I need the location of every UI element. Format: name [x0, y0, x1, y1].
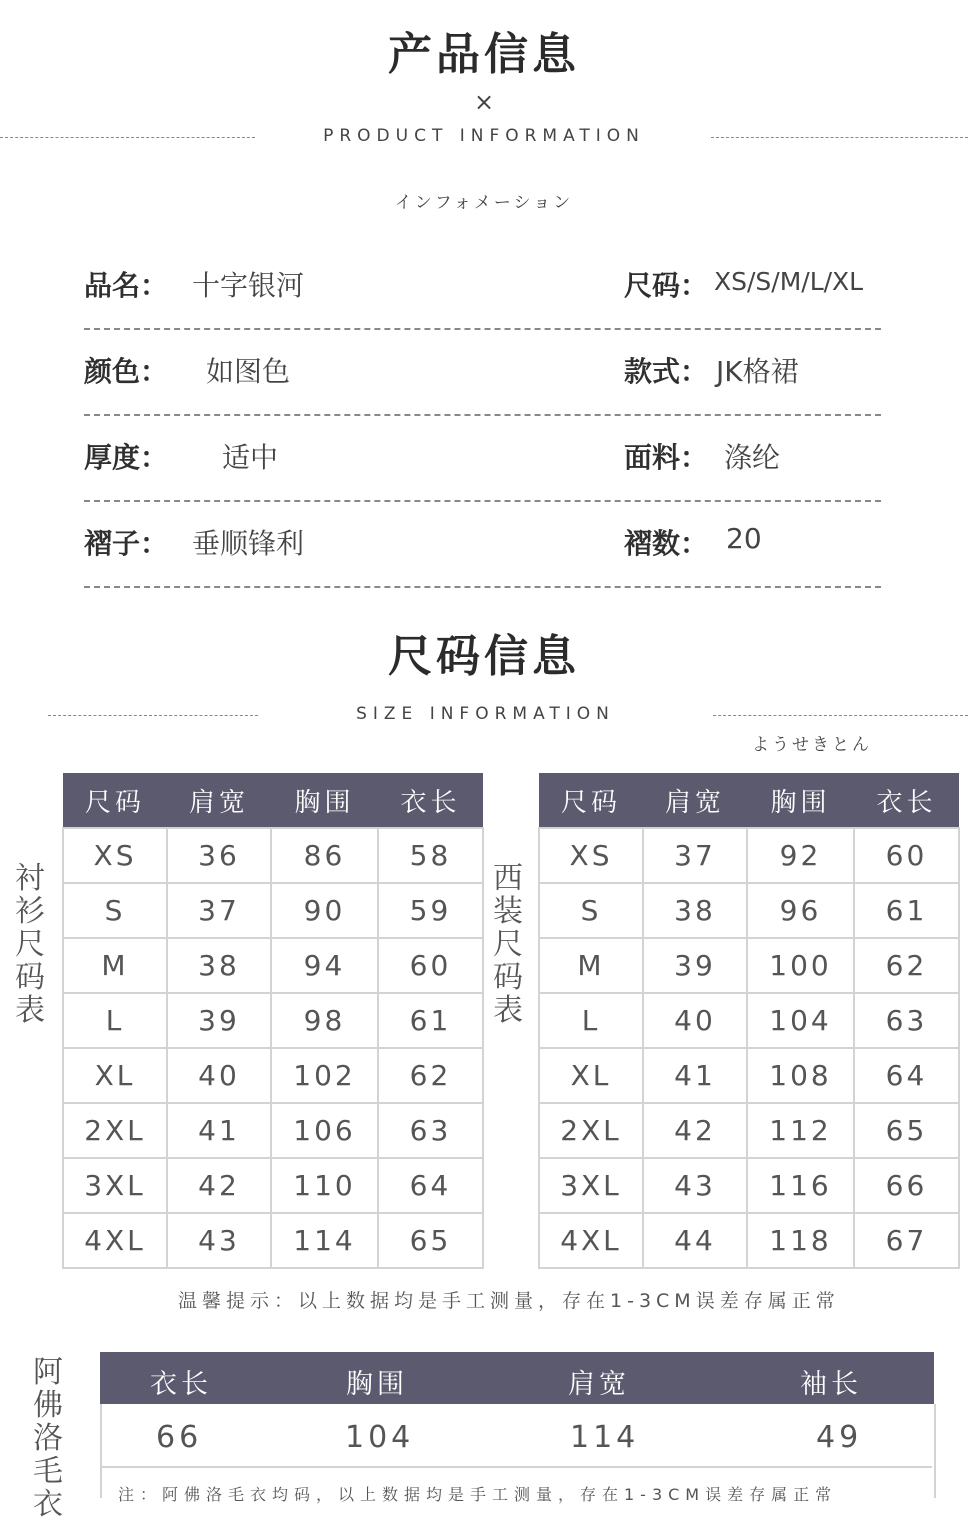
table-cell: 39 [167, 993, 271, 1048]
table-cell: M [539, 938, 643, 993]
table-cell: 3XL [63, 1158, 167, 1213]
table-cell: M [63, 938, 167, 993]
jp-subtitle: インフォメーション [394, 193, 574, 213]
table-cell: 44 [643, 1213, 747, 1268]
table-cell: 86 [271, 828, 378, 883]
info-value: XS/S/M/L/XL [714, 267, 864, 296]
table-cell: XL [539, 1048, 643, 1103]
table-cell: 42 [167, 1158, 271, 1213]
table-cell: 59 [378, 883, 483, 938]
table-row [63, 993, 483, 1048]
size-jp-subtitle: ようせきとん [752, 735, 872, 755]
table-header-cell: 尺码 [539, 773, 643, 828]
table-cell: 114 [271, 1213, 378, 1268]
table-cell: S [539, 883, 643, 938]
info-value: 涤纶 [724, 441, 781, 474]
table-cell: 38 [643, 883, 747, 938]
table-row [539, 938, 959, 993]
info-label: 品名： [84, 269, 169, 302]
coat-header-cell: 肩宽 [568, 1369, 630, 1400]
cross-icon: × [473, 88, 495, 116]
coat-header-cell: 袖长 [800, 1369, 862, 1400]
table-cell: 3XL [539, 1158, 643, 1213]
table-cell: 43 [167, 1213, 271, 1268]
table-cell: 110 [271, 1158, 378, 1213]
table-row [539, 1103, 959, 1158]
table-cell: 63 [854, 993, 959, 1048]
table-cell: 64 [378, 1158, 483, 1213]
coat-note: 注：阿佛洛毛衣均码，以上数据均是手工测量，存在1-3CM误差存属正常 [118, 1485, 838, 1504]
table-cell: XS [539, 828, 643, 883]
table-cell: 100 [747, 938, 854, 993]
table-cell: 36 [167, 828, 271, 883]
table-cell: 37 [643, 828, 747, 883]
info-label: 面料： [624, 441, 709, 474]
info-label: 褶数： [624, 527, 709, 560]
table-cell: 106 [271, 1103, 378, 1158]
coat-table-label: 阿 佛 洛 毛 衣 [33, 1355, 63, 1522]
coat-header-cell: 衣长 [150, 1369, 212, 1400]
table-cell: 116 [747, 1158, 854, 1213]
table-cell: L [63, 993, 167, 1048]
info-row [84, 328, 881, 416]
divider-right [713, 715, 968, 716]
table-row [539, 993, 959, 1048]
info-row [84, 500, 881, 588]
info-label: 颜色： [84, 355, 169, 388]
table-row [63, 828, 483, 883]
table-row [539, 828, 959, 883]
table-row [539, 1213, 959, 1268]
table-cell: 118 [747, 1213, 854, 1268]
table-row [63, 1048, 483, 1103]
info-row [84, 242, 881, 330]
table-cell: 43 [643, 1158, 747, 1213]
suit-size-table [538, 773, 960, 1269]
table-cell: 60 [378, 938, 483, 993]
table-cell: 66 [854, 1158, 959, 1213]
table-row [63, 1213, 483, 1268]
coat-table-header [100, 1352, 934, 1404]
table-header-cell: 肩宽 [167, 773, 271, 828]
table-row [539, 1048, 959, 1103]
divider-left [0, 137, 255, 138]
table-header-cell: 衣长 [854, 773, 959, 828]
table-cell: 60 [854, 828, 959, 883]
size-subtitle: SIZE INFORMATION [356, 704, 615, 724]
suit-table-label: 西 装 尺 码 表 [493, 861, 523, 1028]
table-header-cell: 衣长 [378, 773, 483, 828]
table-cell: 38 [167, 938, 271, 993]
table-cell: 2XL [539, 1103, 643, 1158]
table-cell: L [539, 993, 643, 1048]
table-cell: 58 [378, 828, 483, 883]
table-header-cell: 肩宽 [643, 773, 747, 828]
table-header-cell: 胸围 [271, 773, 378, 828]
shirt-table-label: 衬 衫 尺 码 表 [15, 861, 45, 1028]
coat-divider [102, 1466, 932, 1468]
table-cell: 63 [378, 1103, 483, 1158]
info-value: 20 [726, 522, 762, 555]
coat-value: 114 [570, 1420, 640, 1455]
coat-value: 49 [816, 1420, 863, 1455]
table-row [539, 1158, 959, 1213]
divider-left [48, 715, 258, 716]
table-cell: XL [63, 1048, 167, 1103]
table-cell: 4XL [63, 1213, 167, 1268]
table-cell: 65 [854, 1103, 959, 1158]
table-cell: 90 [271, 883, 378, 938]
coat-header-cell: 胸围 [346, 1369, 408, 1400]
info-label: 褶子： [84, 527, 169, 560]
page-title: 产品信息 [388, 29, 580, 80]
table-cell: 40 [167, 1048, 271, 1103]
table-cell: 4XL [539, 1213, 643, 1268]
table-row [63, 938, 483, 993]
table-row [63, 1103, 483, 1158]
table-cell: 102 [271, 1048, 378, 1103]
table-cell: 108 [747, 1048, 854, 1103]
info-row [84, 414, 881, 502]
table-cell: XS [63, 828, 167, 883]
table-cell: 41 [167, 1103, 271, 1158]
info-label: 尺码： [624, 269, 709, 302]
table-cell: 61 [854, 883, 959, 938]
coat-value: 104 [345, 1420, 415, 1455]
table-cell: 65 [378, 1213, 483, 1268]
table-cell: 92 [747, 828, 854, 883]
info-label: 款式： [624, 355, 709, 388]
info-value: 垂顺锋利 [192, 527, 305, 560]
table-cell: 94 [271, 938, 378, 993]
info-label: 厚度： [84, 441, 169, 474]
info-value: 十字银河 [192, 269, 305, 302]
table-cell: 112 [747, 1103, 854, 1158]
table-cell: 67 [854, 1213, 959, 1268]
table-cell: 2XL [63, 1103, 167, 1158]
table-header-cell: 胸围 [747, 773, 854, 828]
table-cell: 40 [643, 993, 747, 1048]
divider-right [711, 137, 968, 138]
measurement-tip: 温馨提示：以上数据均是手工测量，存在1-3CM误差存属正常 [178, 1290, 840, 1312]
table-cell: S [63, 883, 167, 938]
table-cell: 98 [271, 993, 378, 1048]
table-row [539, 883, 959, 938]
table-cell: 62 [854, 938, 959, 993]
table-cell: 39 [643, 938, 747, 993]
product-info-subtitle: PRODUCT INFORMATION [323, 126, 645, 146]
table-cell: 96 [747, 883, 854, 938]
table-cell: 61 [378, 993, 483, 1048]
shirt-size-table [62, 773, 484, 1269]
table-cell: 41 [643, 1048, 747, 1103]
coat-value: 66 [156, 1420, 203, 1455]
table-cell: 37 [167, 883, 271, 938]
table-row [63, 883, 483, 938]
table-cell: 64 [854, 1048, 959, 1103]
table-cell: 42 [643, 1103, 747, 1158]
table-cell: 104 [747, 993, 854, 1048]
table-cell: 62 [378, 1048, 483, 1103]
table-header-cell: 尺码 [63, 773, 167, 828]
info-value: 适中 [222, 441, 279, 474]
info-value: 如图色 [206, 355, 291, 388]
size-title: 尺码信息 [388, 631, 580, 682]
info-value: JK格裙 [716, 355, 799, 388]
table-row [63, 1158, 483, 1213]
